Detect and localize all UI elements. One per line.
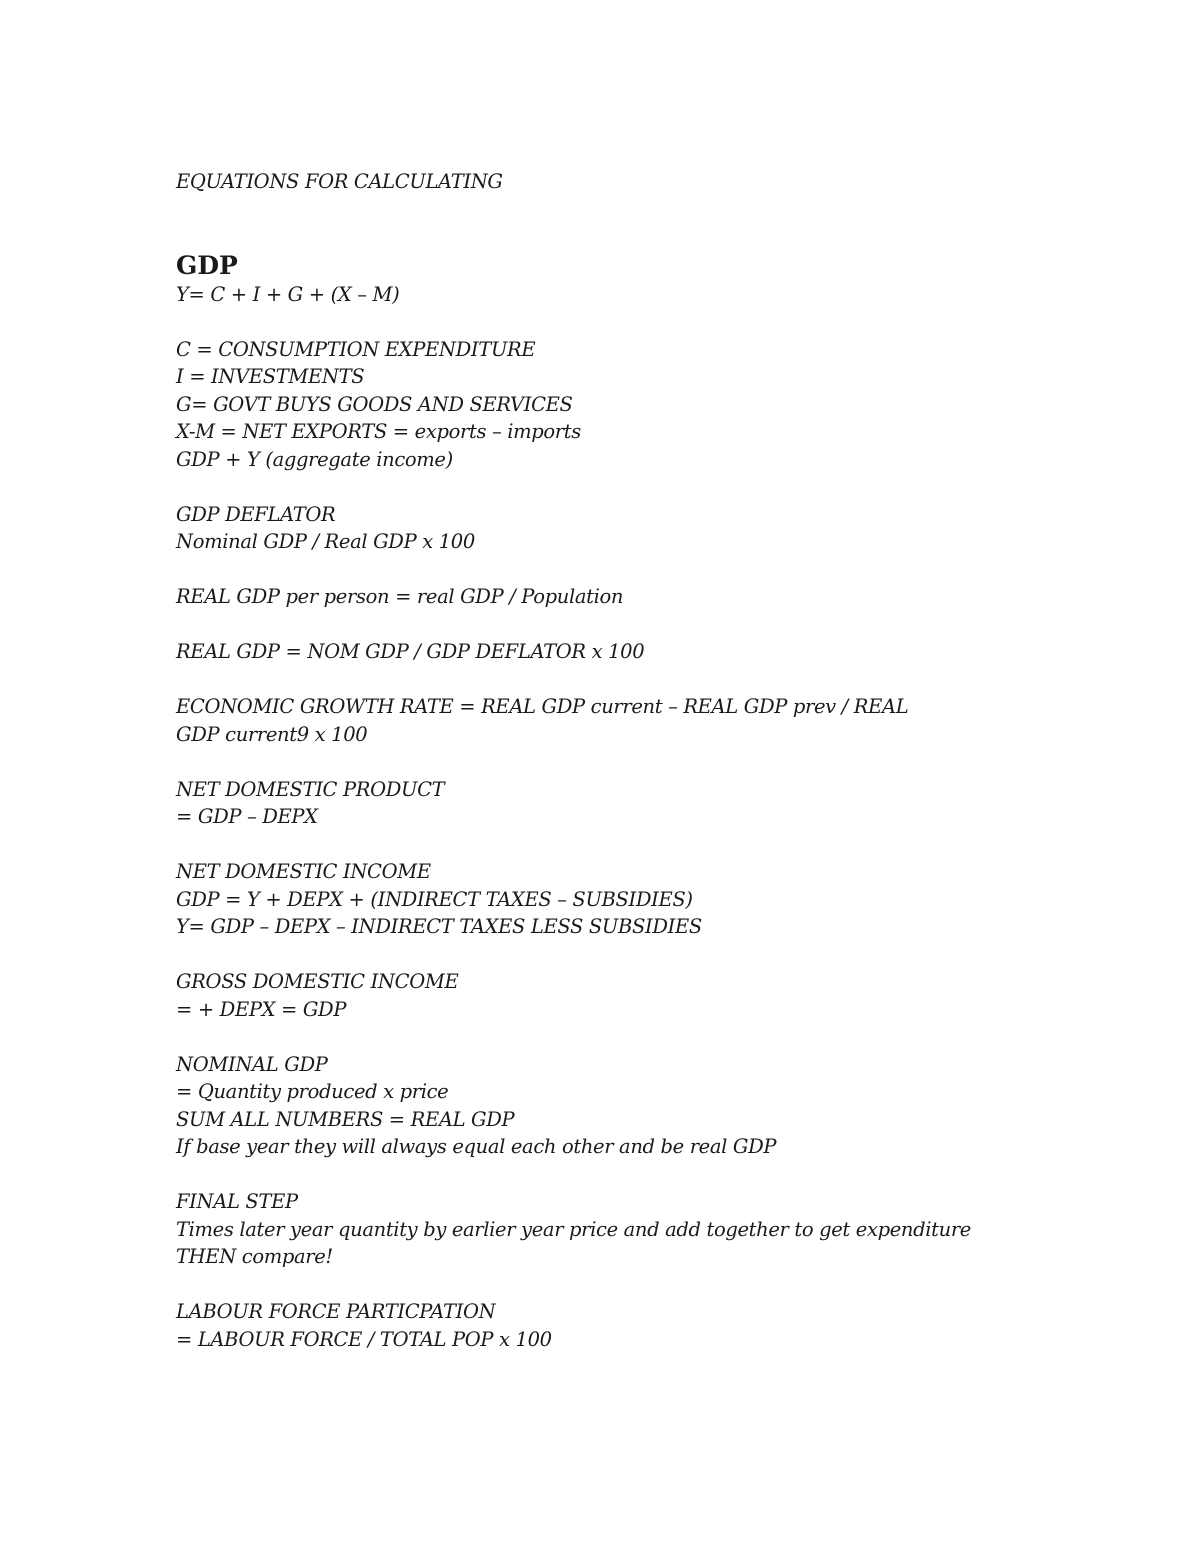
gdp-equation-block [176, 281, 1016, 309]
final-step-compare: THEN compare! [176, 1245, 333, 1268]
component-net-exports: X-M = NET EXPORTS = exports – imports [176, 420, 581, 443]
deflator-formula: Nominal GDP / Real GDP x 100 [176, 530, 475, 553]
real-gdp-block [176, 638, 1016, 666]
component-aggregate-income: GDP + Y (aggregate income) [176, 447, 453, 471]
economic-growth-formula: ECONOMIC GROWTH RATE = REAL GDP current – REAL GDP prev / REAL GDP current9 x 100 [176, 695, 909, 746]
labour-force-formula: = LABOUR FORCE / TOTAL POP x 100 [176, 1327, 552, 1351]
ndi-heading: NET DOMESTIC INCOME [176, 860, 431, 883]
real-gdp-per-person-formula: REAL GDP per person = real GDP / Population [176, 585, 624, 608]
ndi-formula-gdp: GDP = Y + DEPX + (INDIRECT TAXES – SUBSIDIES) [176, 887, 693, 911]
nominal-gdp-base-year-note: If base year they will always equal each other and be real GDP [176, 1135, 777, 1158]
real-gdp-per-person-block [176, 583, 1016, 611]
gdp-components-block [176, 336, 1016, 474]
document-title: EQUATIONS FOR CALCULATING [176, 170, 503, 193]
net-domestic-income-block [176, 858, 1016, 941]
economic-growth-block [176, 693, 1016, 748]
nominal-gdp-sum-note: SUM ALL NUMBERS = REAL GDP [176, 1107, 515, 1131]
final-step-block [176, 1188, 1016, 1271]
section-heading-gdp: GDP [176, 250, 238, 280]
labour-force-block [176, 1298, 1016, 1353]
nominal-gdp-heading: NOMINAL GDP [176, 1052, 328, 1076]
component-government: G= GOVT BUYS GOODS AND SERVICES [176, 392, 573, 416]
gross-domestic-income-block [176, 968, 1016, 1023]
gdp-deflator-block [176, 501, 1016, 556]
ndp-formula: = GDP – DEPX [176, 805, 318, 828]
ndp-heading: NET DOMESTIC PRODUCT [176, 777, 445, 801]
document-content [176, 168, 1016, 1381]
final-step-instruction: Times later year quantity by earlier year price and add together to get expenditure [176, 1217, 971, 1241]
component-investments: I = INVESTMENTS [176, 365, 365, 388]
labour-force-heading: LABOUR FORCE PARTICPATION [176, 1300, 496, 1323]
deflator-heading: GDP DEFLATOR [176, 502, 336, 526]
nominal-gdp-formula: = Quantity produced x price [176, 1080, 449, 1103]
component-consumption: C = CONSUMPTION EXPENDITURE [176, 337, 536, 361]
net-domestic-product-block [176, 776, 1016, 831]
ndi-formula-y: Y= GDP – DEPX – INDIRECT TAXES LESS SUBSIDIES [176, 915, 702, 938]
gdp-equation: Y= C + I + G + (X – M) [176, 282, 400, 306]
gdi-heading: GROSS DOMESTIC INCOME [176, 970, 459, 993]
gdi-formula: = + DEPX = GDP [176, 997, 347, 1021]
final-step-heading: FINAL STEP [176, 1190, 298, 1213]
nominal-gdp-block [176, 1051, 1016, 1161]
real-gdp-formula: REAL GDP = NOM GDP / GDP DEFLATOR x 100 [176, 640, 645, 663]
